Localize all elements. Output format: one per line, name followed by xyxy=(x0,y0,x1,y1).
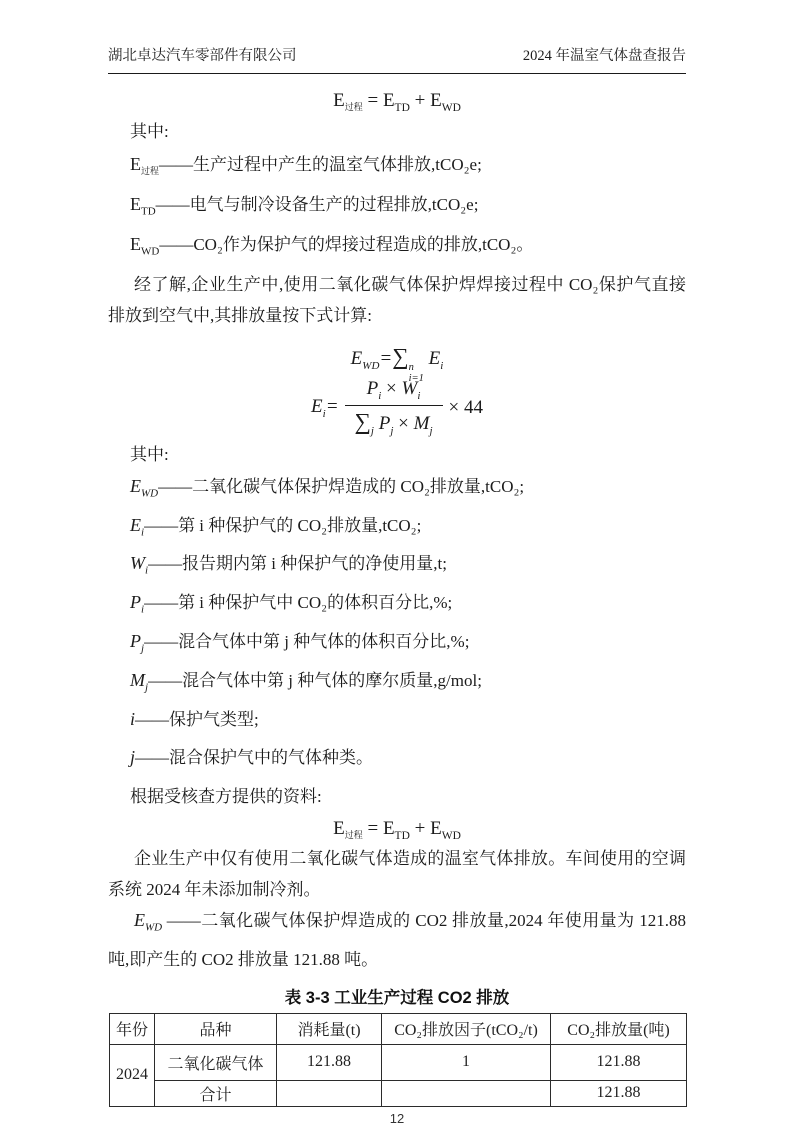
emission-cell: 121.88 xyxy=(551,1044,687,1080)
definition-line: $P_i——$第 i 种保护气中 CO₂的体积百分比,%; xyxy=(130,592,453,616)
column-header-factor: CO₂排放因子(tCO₂/t) xyxy=(382,1013,551,1044)
consumption-cell xyxy=(277,1080,382,1106)
header-company-name: 湖北卓达汽车零部件有限公司 xyxy=(108,48,297,64)
definition-line: $E_{TD}——$电气与制冷设备生产的过程排放,tCO₂e; xyxy=(130,194,479,218)
definition-text: ——第 i 种保护气中 CO₂的体积百分比,%; xyxy=(144,593,453,613)
definition-line: $E_{WD}——$二氧化碳气体保护焊造成的 CO₂排放量,tCO₂; xyxy=(130,475,525,500)
formula-fraction xyxy=(108,377,686,439)
formula-term: $E_{TD}$ xyxy=(382,90,410,114)
fraction-lhs: $E_i=$ xyxy=(311,395,339,420)
formula-process-total xyxy=(108,86,686,116)
definition-text: ——混合保护气中的气体种类。 xyxy=(135,748,374,768)
plus-sign: + xyxy=(414,818,426,840)
definition-text: ——混合气体中第 j 种气体的体积百分比,%; xyxy=(144,631,470,651)
plus-sign: + xyxy=(414,90,426,111)
consumption-cell: 121.88 xyxy=(277,1044,382,1080)
formula-term: $E_{过程}$ xyxy=(333,818,363,841)
definition-text: ——电气与制冷设备生产的过程排放,tCO₂e; xyxy=(155,195,479,214)
formula-sum: $E_{WD}=\sum$ n i=1 $E_i$ xyxy=(350,343,444,384)
sum-limits: n i=1 xyxy=(408,361,424,384)
where-label-1: 其中: xyxy=(130,122,169,141)
definition-text: ——混合气体中第 j 种气体的摩尔质量,g/mol; xyxy=(148,670,482,690)
column-header-emission: CO₂排放量(吨) xyxy=(551,1013,687,1044)
definition-text: ——报告期内第 i 种保护气的净使用量,t; xyxy=(148,554,447,574)
definition-line: $E_i——$第 i 种保护气的 CO₂排放量,tCO₂; xyxy=(130,514,422,538)
definition-text: ——二氧化碳气体保护焊造成的 CO₂排放量,tCO₂; xyxy=(158,476,525,496)
sigma-symbol: ∑ xyxy=(392,343,409,369)
paragraph-co2-only: 企业生产中仅有使用二氧化碳气体造成的温室气体排放。车间使用的空调系统 2024 年未添加制冷剂。 xyxy=(108,849,686,900)
formula-term: $E_{TD}$ xyxy=(382,818,410,842)
formula-term: $E_{WD}$ xyxy=(430,90,461,114)
emission-cell: 121.88 xyxy=(551,1080,687,1106)
definition-list-2 xyxy=(108,471,686,781)
fraction-numerator: $P_i \times W_i$ xyxy=(345,378,443,406)
column-header-consumption: 消耗量(t) xyxy=(277,1013,382,1044)
definition-line: $M_j——$混合气体中第 j 种气体的摩尔质量,g/mol; xyxy=(130,669,482,694)
table-caption: 表 3-3 工业生产过程 CO2 排放 xyxy=(284,988,510,1007)
equals-sign: = xyxy=(367,90,379,111)
formula-term: $E_{过程}$ xyxy=(333,90,363,112)
kind-cell-total: 合计 xyxy=(155,1080,277,1106)
process-co2-table xyxy=(109,1013,687,1107)
column-header-year: 年份 xyxy=(110,1013,155,1044)
definition-line: i——保护气类型; xyxy=(130,708,259,729)
kind-cell: 二氧化碳气体 xyxy=(155,1044,277,1080)
header-report-title: 2024 年温室气体盘查报告 xyxy=(522,48,686,64)
definition-text: ——生产过程中产生的温室气体排放,tCO₂e; xyxy=(159,155,482,174)
factor-cell: 1 xyxy=(382,1044,551,1080)
definition-line: $E_{WD}——CO_2$作为保护气的焊接过程造成的排放,tCO₂。 xyxy=(130,234,534,258)
definition-line: $W_i——$报告期内第 i 种保护气的净使用量,t; xyxy=(130,553,447,577)
equals-sign: = xyxy=(367,818,379,840)
definition-line: $E_{过程}——$生产过程中产生的温室气体排放,tCO₂e; xyxy=(130,154,482,176)
year-cell: 2024 xyxy=(110,1044,155,1106)
formula-process-total-repeat xyxy=(108,815,686,843)
fraction-multiplier: × 44 xyxy=(448,396,483,418)
page-number: 12 xyxy=(389,1110,405,1123)
sigma-symbol: ∑ xyxy=(354,409,371,435)
paragraph-text: ——二氧化碳气体保护焊造成的 CO2 排放量,2024 年使用量为 121.88 吨,即产生的 CO2 排放量 121.88 吨。 xyxy=(108,911,686,969)
page-header xyxy=(108,46,686,74)
definition-list-1 xyxy=(108,148,686,269)
paragraph-ewd-usage: $E_{WD}$ ——二氧化碳气体保护焊造成的 CO2 排放量,2024 年使用量为 121.88 吨,即产生的 CO2 排放量 121.88 吨。 xyxy=(108,910,686,969)
table-row xyxy=(110,1044,687,1080)
definition-text: ——保护气类型; xyxy=(135,709,259,729)
column-header-kind: 品种 xyxy=(155,1013,277,1044)
factor-cell xyxy=(382,1080,551,1106)
definition-text: ——CO₂作为保护气的焊接过程造成的排放,tCO₂。 xyxy=(159,235,534,255)
definition-line: $P_j——$混合气体中第 j 种气体的体积百分比,%; xyxy=(130,630,470,655)
definition-line: j——混合保护气中的气体种类。 xyxy=(130,747,374,768)
paragraph-basis: 根据受核查方提供的资料: xyxy=(130,787,322,807)
definition-text: ——第 i 种保护气的 CO₂排放量,tCO₂; xyxy=(144,515,422,535)
fraction xyxy=(345,378,443,437)
where-label-2: 其中: xyxy=(130,444,169,464)
table-header-row xyxy=(110,1013,687,1044)
table-row-total xyxy=(110,1080,687,1106)
fraction-denominator: $\sum_j$ $P_j \times M_j$ xyxy=(354,409,433,438)
formula-term: $E_{WD}$ xyxy=(430,818,461,842)
paragraph-intro: 经了解,企业生产中,使用二氧化碳气体保护焊焊接过程中 CO₂保护气直接排放到空气中,其排放量按下式计算: xyxy=(108,274,686,325)
